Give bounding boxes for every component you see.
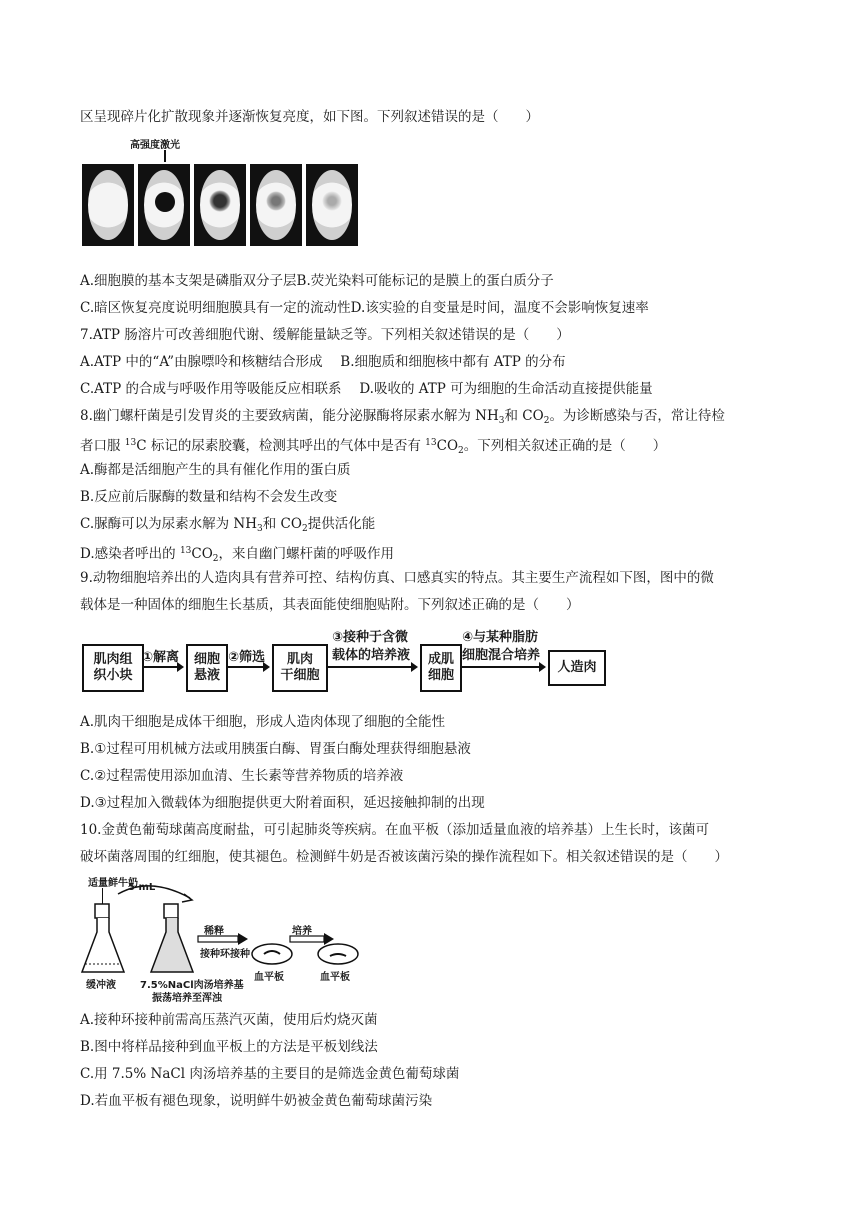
- q9-option-d: D.③过程加入微载体为细胞提供更大附着面积，延迟接触抑制的出现: [80, 795, 485, 811]
- cell-1: [82, 164, 134, 246]
- volume-label: 5 mL: [128, 882, 156, 893]
- q6-option-ab: A.细胞膜的基本支架是磷脂双分子层B.荧光染料可能标记的是膜上的蛋白质分子: [80, 273, 554, 289]
- flow-box-stem-cell: 肌肉 干细胞: [272, 644, 328, 692]
- q9-option-c: C.②过程需使用添加血清、生长素等营养物质的培养液: [80, 768, 404, 784]
- q8-option-d: D.感染者呼出的 $^{13}CO_2$，来自幽门螺杆菌的呼吸作用: [80, 546, 395, 564]
- flow-step-3a: ③接种于含微: [332, 630, 409, 645]
- q10-option-c: C.用 7.5% NaCl 肉汤培养基的主要目的是筛选金黄色葡萄球菌: [80, 1066, 460, 1082]
- broth-label: 7.5%NaCl肉汤培养基: [140, 980, 244, 991]
- flow-box-artificial-meat: 人造肉: [548, 650, 606, 686]
- q8-stem-line2: 者口服 $^{13}$C 标记的尿素胶囊，检测其呼出的气体中是否有 $^{13}CO_2$。下列相关叙述正确的是（ ）: [80, 438, 667, 456]
- flow-box-tissue: 肌肉组 织小块: [82, 644, 144, 692]
- fig-milk-test-procedure: [80, 872, 370, 1002]
- cell-4: [250, 164, 302, 246]
- flow-step-2: ②筛选: [228, 650, 266, 665]
- laser-label: 高强度激光: [130, 140, 180, 151]
- flow-arrow-4: [462, 666, 544, 668]
- flow-step-4a: ④与某种脂肪: [462, 630, 539, 645]
- q7-stem: 7.ATP 肠溶片可改善细胞代谢、缓解能量缺乏等。下列相关叙述错误的是（ ）: [80, 327, 570, 343]
- plate-label-2: 血平板: [320, 972, 350, 983]
- milk-label: 适量鲜牛奶: [88, 878, 138, 889]
- q9-stem-line1: 9.动物细胞培养出的人造肉具有营养可控、结构仿真、口感真实的特点。其主要生产流程如下图，图中的微: [80, 570, 714, 586]
- fig-fluorescence-recovery: [80, 134, 360, 254]
- cell-5: [306, 164, 358, 246]
- laser-arrow: [164, 150, 166, 162]
- q10-stem-line1: 10.金黄色葡萄球菌高度耐盐，可引起肺炎等疾病。在血平板（添加适量血液的培养基）上生长时，该菌可: [80, 822, 709, 838]
- q8-option-b: B.反应前后脲酶的数量和结构不会发生改变: [80, 489, 338, 505]
- culture-label: 培养: [292, 926, 312, 937]
- plate-label-1: 血平板: [254, 972, 284, 983]
- shake-label: 振荡培养至浑浊: [152, 993, 222, 1004]
- q10-option-b: B.图中将样品接种到血平板上的方法是平板划线法: [80, 1039, 378, 1055]
- flow-arrow-3: [328, 666, 416, 668]
- q8-option-c: C.脲酶可以为尿素水解为 $NH_3$和 $CO_2$提供活化能: [80, 516, 376, 534]
- q9-option-a: A.肌肉干细胞是成体干细胞，形成人造肉体现了细胞的全能性: [80, 714, 446, 730]
- flow-step-3b: 载体的培养液: [332, 648, 411, 663]
- fig-artificial-meat-flow: [80, 624, 610, 704]
- q7-option-cd: C.ATP 的合成与呼吸作用等吸能反应相联系 D.吸收的 ATP 可为细胞的生命活动直接提供能量: [80, 381, 653, 397]
- flow-step-4b: 细胞混合培养: [462, 648, 541, 663]
- flow-arrow-2: [228, 666, 268, 668]
- q8-stem-line1: 8.幽门螺杆菌是引发胃炎的主要致病菌，能分泌脲酶将尿素水解为 $NH_3$和 $CO_2$。为诊断感染与否，常让待检: [80, 408, 725, 426]
- flow-box-suspension: 细胞 悬液: [186, 644, 228, 692]
- flow-step-1: ①解离: [142, 650, 180, 665]
- q9-stem-line2: 载体是一种固体的细胞生长基质，其表面能使细胞贴附。下列叙述正确的是（ ）: [80, 597, 580, 613]
- q10-option-d: D.若血平板有褪色现象，说明鲜牛奶被金黄色葡萄球菌污染: [80, 1093, 433, 1109]
- q9-option-b: B.①过程可用机械方法或用胰蛋白酶、胃蛋白酶处理获得细胞悬液: [80, 741, 471, 757]
- flow-arrow-1: [142, 666, 182, 668]
- q7-option-ab: A.ATP 中的“A”由腺嘌呤和核糖结合形成 B.细胞质和细胞核中都有 ATP 的分布: [80, 354, 566, 370]
- q8-option-a: A.酶都是活细胞产生的具有催化作用的蛋白质: [80, 462, 351, 478]
- q10-stem-line2: 破坏菌落周围的红细胞，使其褪色。检测鲜牛奶是否被该菌污染的操作流程如下。相关叙述错误的是（ ）: [80, 849, 728, 865]
- loop-label: 接种环接种: [200, 949, 250, 960]
- q6-option-cd: C.暗区恢复亮度说明细胞膜具有一定的流动性D.该实验的自变量是时间，温度不会影响恢复速率: [80, 300, 649, 316]
- q6-stem-tail: 区呈现碎片化扩散现象并逐渐恢复亮度，如下图。下列叙述错误的是（ ）: [80, 109, 539, 125]
- q10-option-a: A.接种环接种前需高压蒸汽灭菌，使用后灼烧灭菌: [80, 1012, 378, 1028]
- cell-3: [194, 164, 246, 246]
- dilute-label: 稀释: [204, 926, 224, 937]
- cell-2: [138, 164, 190, 246]
- flow-box-myoblast: 成肌 细胞: [420, 644, 462, 692]
- buffer-label: 缓冲液: [86, 980, 116, 991]
